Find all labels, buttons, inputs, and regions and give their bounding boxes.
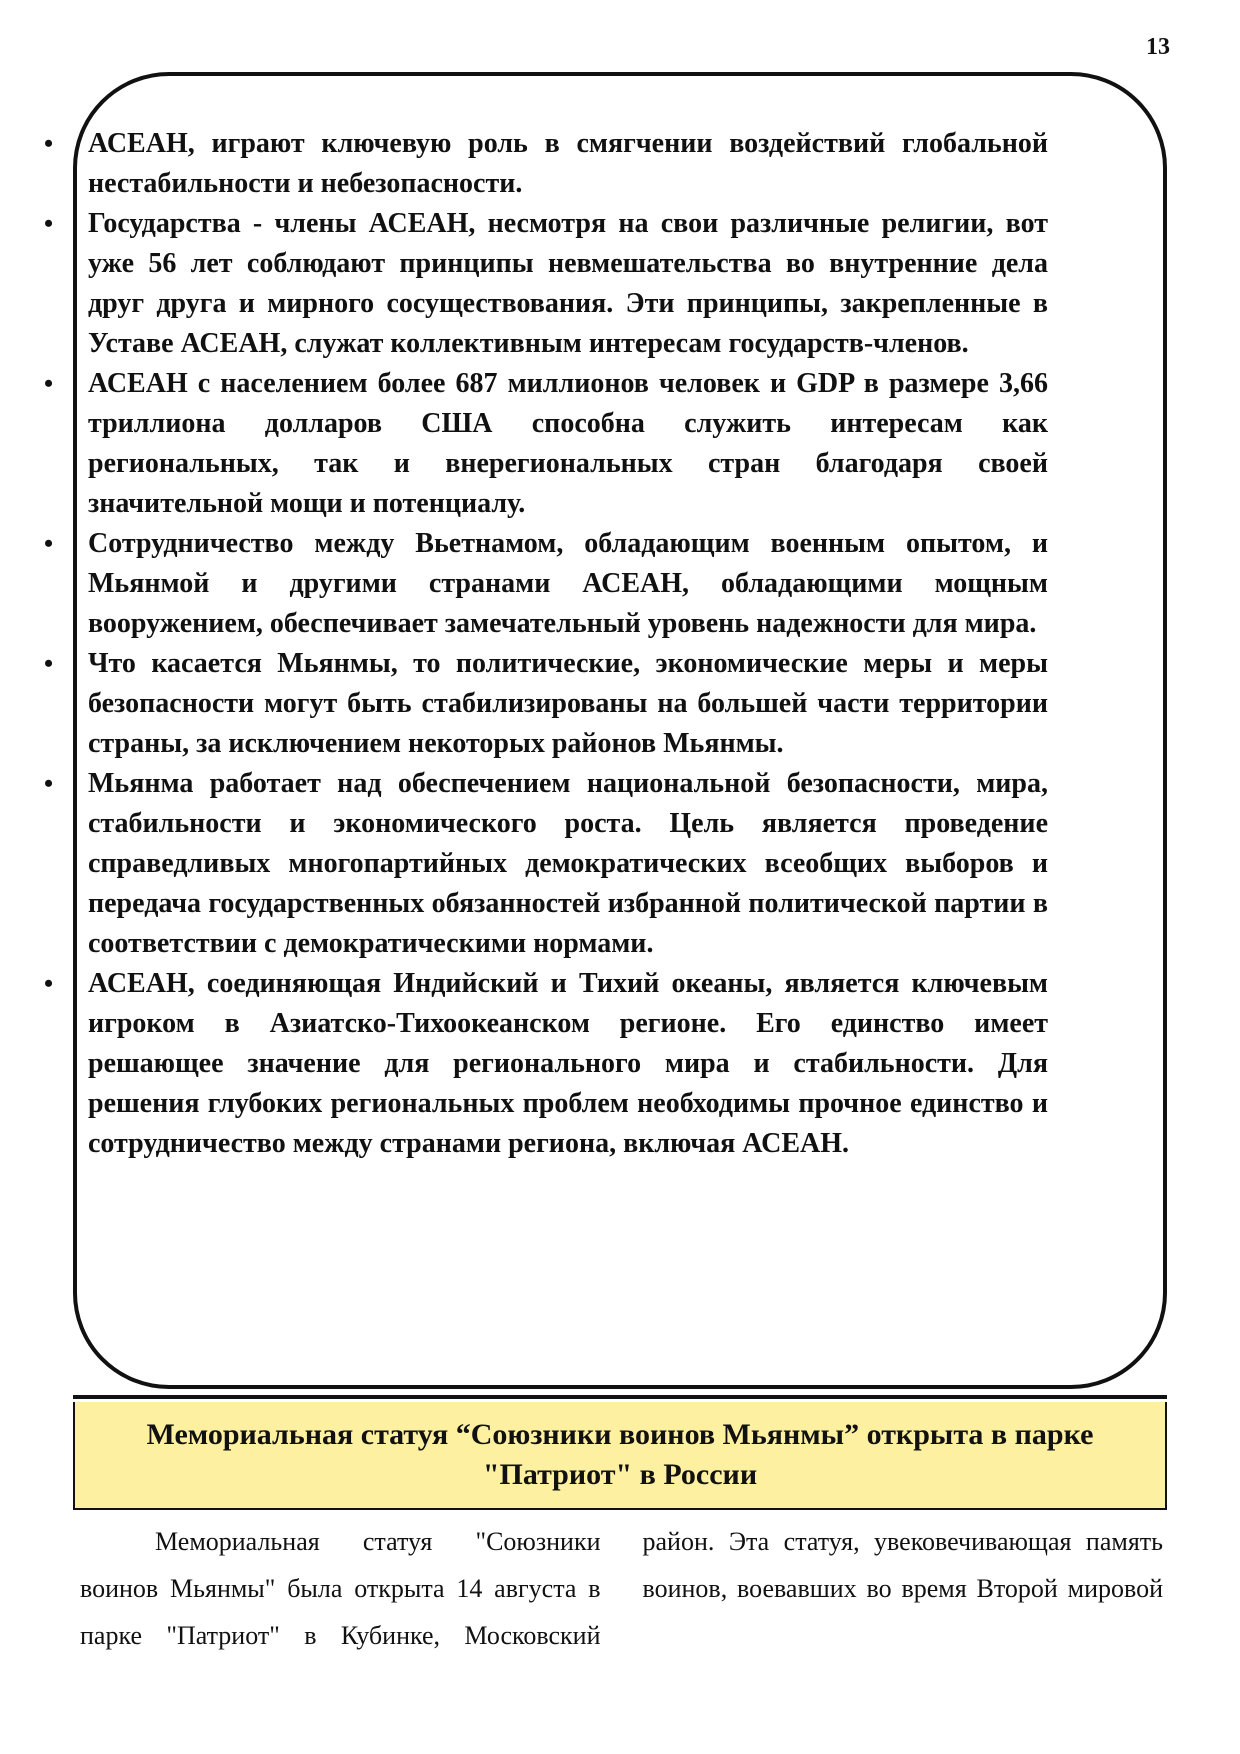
list-item (44, 124, 1048, 204)
bullet-list (44, 124, 1048, 1164)
bullet-icon: • (44, 769, 54, 798)
article-body (80, 1518, 1163, 1668)
bullet-icon: • (44, 369, 54, 398)
list-item-text: АСЕАН, играют ключевую роль в смягчении воздействий глобальной нестабильности и небезопасности. (88, 128, 1048, 199)
page-number: 13 (1146, 34, 1170, 60)
list-item-text: Мьянма работает над обеспечением национальной безопасности, мира, стабильности и экономического роста. Цель является проведение справедливых многопартийных демократических всеобщих выборов и передача государственных обязанностей избранной политической партии в соответствии с демократическими нормами. (88, 768, 1048, 959)
list-item (44, 364, 1048, 524)
list-item-text: Сотрудничество между Вьетнамом, обладающим военным опытом, и Мьянмой и другими странами АСЕАН, обладающими мощным вооружением, обеспечивает замечательный уровень надежности для мира. (88, 528, 1048, 639)
article-paragraph: Мемориальная статуя "Союзники воинов Мьянмы" была открыта 14 августа в парке "Патриот" в Кубинке, Московский район. Эта статуя, увековечивающая память воинов, воевавших во время Второй мировой (80, 1527, 1163, 1650)
list-item (44, 644, 1048, 764)
list-item-text: АСЕАН, соединяющая Индийский и Тихий океаны, является ключевым игроком в Азиатско-Тихоокеанском регионе. Его единство имеет решающее значение для регионального мира и стабильности. Для решения глубоких региональных проблем необходимы прочное единство и сотрудничество между странами региона, включая АСЕАН. (88, 968, 1048, 1159)
headline-divider (73, 1395, 1167, 1399)
list-item (44, 764, 1048, 964)
list-item (44, 524, 1048, 644)
headline-title: Мемориальная статуя “Союзники воинов Мьянмы” открыта в парке "Патриот" в России (146, 1418, 1094, 1491)
bullet-icon: • (44, 129, 54, 158)
headline-banner (73, 1402, 1167, 1510)
list-item-text: Что касается Мьянмы, то политические, экономические меры и меры безопасности могут быть стабилизированы на большей части территории страны, за исключением некоторых районов Мьянмы. (88, 648, 1048, 759)
bullet-icon: • (44, 209, 54, 238)
bullet-icon: • (44, 649, 54, 678)
list-item-text: Государства - члены АСЕАН, несмотря на свои различные религии, вот уже 56 лет соблюдают принципы невмешательства во внутренние дела друг друга и мирного сосуществования. Эти принципы, закрепленные в Уставе АСЕАН, служат коллективным интересам государств-членов. (88, 208, 1048, 359)
list-item (44, 204, 1048, 364)
list-item (44, 964, 1048, 1164)
bullet-icon: • (44, 969, 54, 998)
bullet-icon: • (44, 529, 54, 558)
list-item-text: АСЕАН с населением более 687 миллионов человек и GDP в размере 3,66 триллиона долларов США способна служить интересам как региональных, так и внерегиональных стран благодаря своей значительной мощи и потенциалу. (88, 368, 1048, 519)
